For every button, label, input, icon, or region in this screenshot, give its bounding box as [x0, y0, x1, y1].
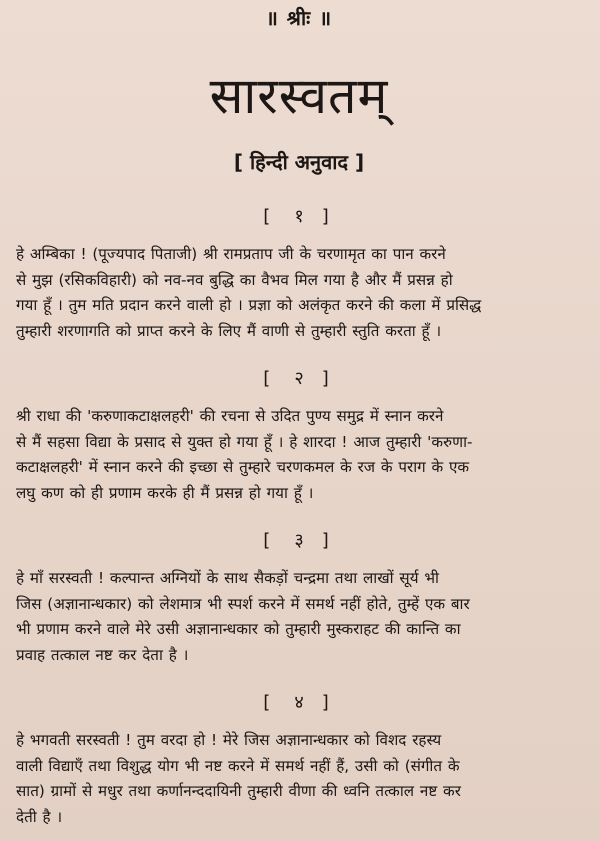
text-line: हे माँ सरस्वती ! कल्पान्त अग्नियों के साथ सैकड़ों चन्द्रमा तथा लाखों सूर्य भी [16, 569, 439, 587]
verse-section [16, 690, 582, 830]
text-line: भी प्रणाम करने वाले मेरे उसी अज्ञानान्धकार को तुम्हारी मुस्कराहट की कान्ति का [16, 620, 461, 638]
text-line: हे अम्बिका ! (पूज्यपाद पिताजी) श्री रामप्रताप जी के चरणामृत का पान करने [16, 245, 446, 263]
text-line: हे भगवती सरस्वती ! तुम वरदा हो ! मेरे जिस अज्ञानान्धकार को विशद रहस्य [16, 731, 442, 749]
verse-number-value: १ [294, 206, 304, 227]
text-line: कटाक्षलहरी' में स्नान करने की इच्छा से तुम्हारे चरणकमल के रज के पराग के एक [16, 458, 470, 476]
verse-number-value: २ [294, 368, 304, 389]
text-line: लघु कण को ही प्रणाम करके ही मैं प्रसन्न हो गया हूँ । [16, 483, 314, 502]
text-line: देती है । [16, 807, 63, 826]
invocation: ॥ श्रीः ॥ [265, 6, 333, 30]
verse-number: [ ४ ] [263, 692, 335, 713]
text-line: तुम्हारी शरणागति को प्राप्त करने के लिए मैं वाणी से तुम्हारी स्तुति करता हूँ । [16, 321, 442, 340]
text-line: सात) ग्रामों से मधुर तथा कर्णानन्ददायिनी तुम्हारी वीणा की ध्वनि तत्काल नष्ट कर [16, 782, 461, 800]
text-line: जिस (अज्ञानान्धकार) को लेशमात्र भी स्पर्श करने में समर्थ नहीं होते, तुम्हें एक बार [16, 594, 470, 613]
verse-paragraph [16, 566, 582, 668]
verse-paragraph [16, 728, 582, 830]
text-line: से मैं सहसा विद्या के प्रसाद से युक्त हो गया हूँ । हे शारदा ! आज तुम्हारी 'करुणा- [16, 432, 473, 451]
verse-number-value: ३ [294, 530, 304, 551]
verse-number-value: ४ [294, 692, 304, 713]
verse-section [16, 366, 582, 506]
text-line: वाली विद्याएँ तथा विशुद्ध योग भी नष्ट करने में समर्थ नहीं हैं, उसी को (संगीत के [16, 756, 460, 775]
page-subtitle: [ हिन्दी अनुवाद ] [233, 150, 365, 174]
verse-paragraph [16, 242, 582, 344]
verse-section [16, 528, 582, 668]
text-line: गया हूँ । तुम मति प्रदान करने वाली हो । प्रज्ञा को अलंकृत करने की कला में प्रसिद्ध [16, 296, 482, 314]
text-line: प्रवाह तत्काल नष्ट कर देता है । [16, 645, 189, 664]
verse-paragraph [16, 404, 582, 506]
text-line: से मुझ (रसिकविहारी) को नव-नव बुद्धि का वैभव मिल गया है और मैं प्रसन्न हो [16, 270, 453, 289]
verse-section [16, 204, 582, 344]
verse-number: [ ३ ] [263, 530, 335, 551]
verse-number: [ १ ] [263, 206, 335, 227]
verse-number: [ २ ] [263, 368, 335, 389]
page-title: सारस्वतम् [209, 67, 389, 125]
text-line: श्री राधा की 'करुणाकटाक्षलहरी' की रचना से उदित पुण्य समुद्र में स्नान करने [16, 407, 444, 425]
